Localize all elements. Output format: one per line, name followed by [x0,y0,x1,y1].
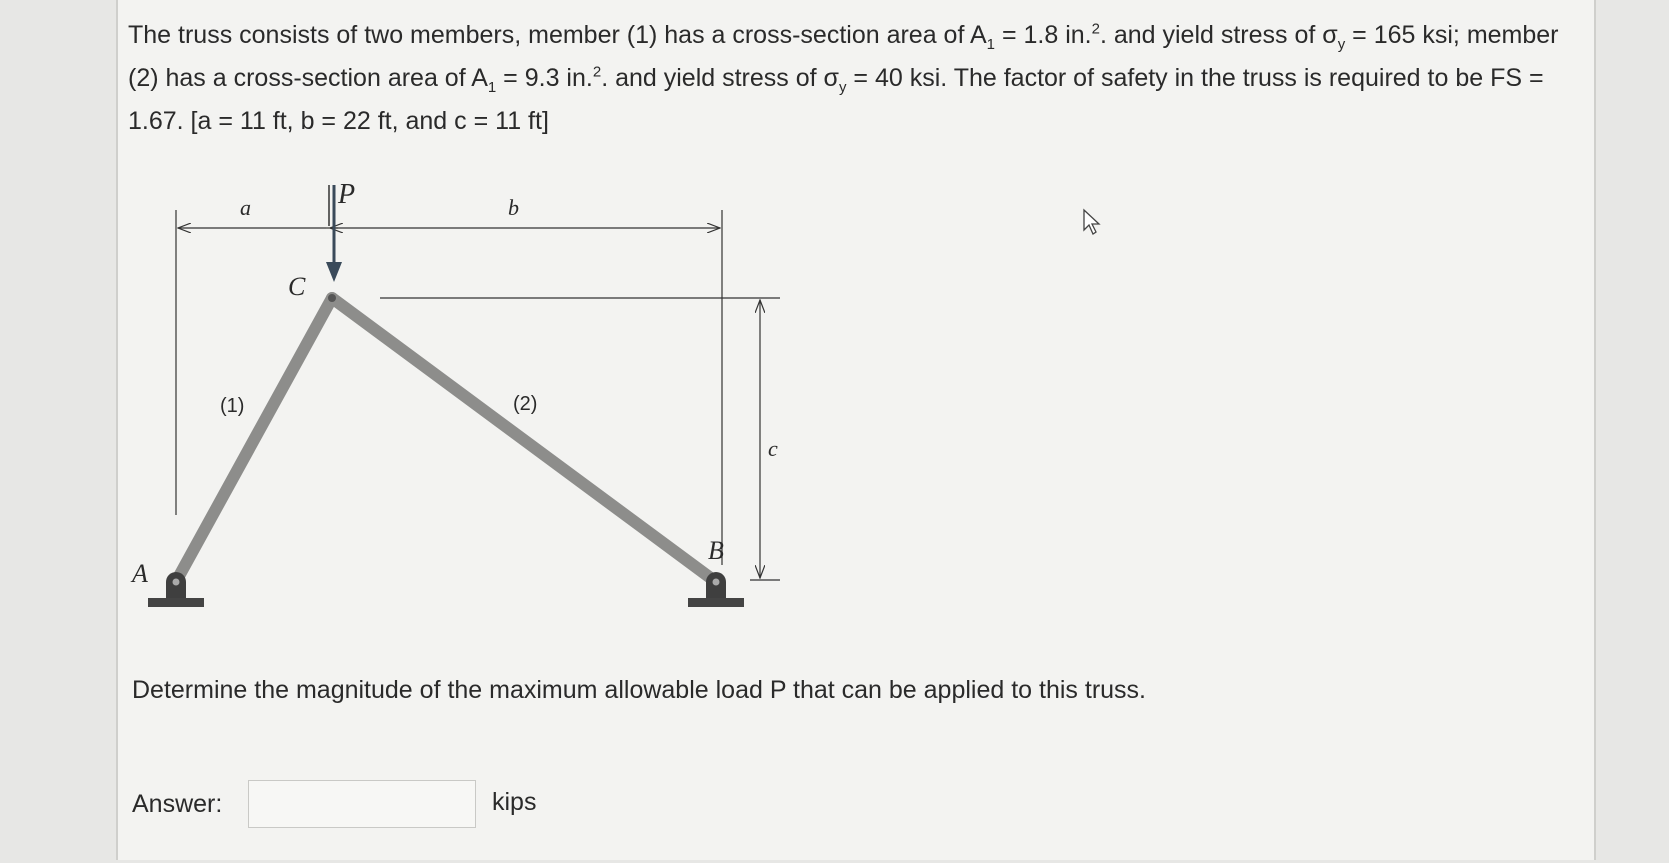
question-part: . and yield stress of σ [601,64,839,92]
support-a-label: A [132,559,148,588]
answer-input[interactable] [248,780,476,828]
question-part: The truss consists of two members, member (1) has a cross-section area of A [128,21,987,49]
joint-c [328,294,336,302]
question-panel [116,0,1596,860]
dimension-c-label: c [768,436,778,461]
subscript: y [1337,36,1346,53]
member-1-label: (1) [220,395,245,417]
superscript: 2 [1091,20,1100,38]
subscript: y [838,79,847,96]
member-2-label: (2) [513,393,538,415]
question-part: . and yield stress of σ [1099,21,1338,49]
joint-c-label: C [288,272,306,301]
member-1 [178,298,332,578]
dimension-a-label: a [240,195,251,220]
member-2 [332,298,716,582]
support-a-icon [148,572,204,607]
question-part: = 1.8 in. [995,21,1092,49]
dimension-b-label: b [508,195,519,220]
question-part: = 165 ksi; member (2) has a cross-section area of A [128,21,1559,92]
superscript: 2 [592,63,602,81]
support-b-label: B [708,536,724,565]
support-b-icon [688,572,744,607]
question-part: = 9.3 in. [496,64,593,92]
prompt-text: Determine the magnitude of the maximum allowable load P that can be applied to this truss. [132,676,1146,704]
answer-label: Answer: [132,790,223,818]
truss-diagram [118,0,1018,660]
load-arrow-icon [326,262,342,282]
mouse-pointer-icon [1082,208,1104,236]
subscript: 1 [986,36,995,53]
answer-unit: kips [492,788,537,816]
subscript: 1 [487,79,497,96]
load-label: P [338,179,356,210]
question-part: = 40 ksi. The factor of safety in the truss is required to be FS = 1.67. [a = 11 ft, b = 22 ft, and c = 11 ft] [128,64,1544,135]
